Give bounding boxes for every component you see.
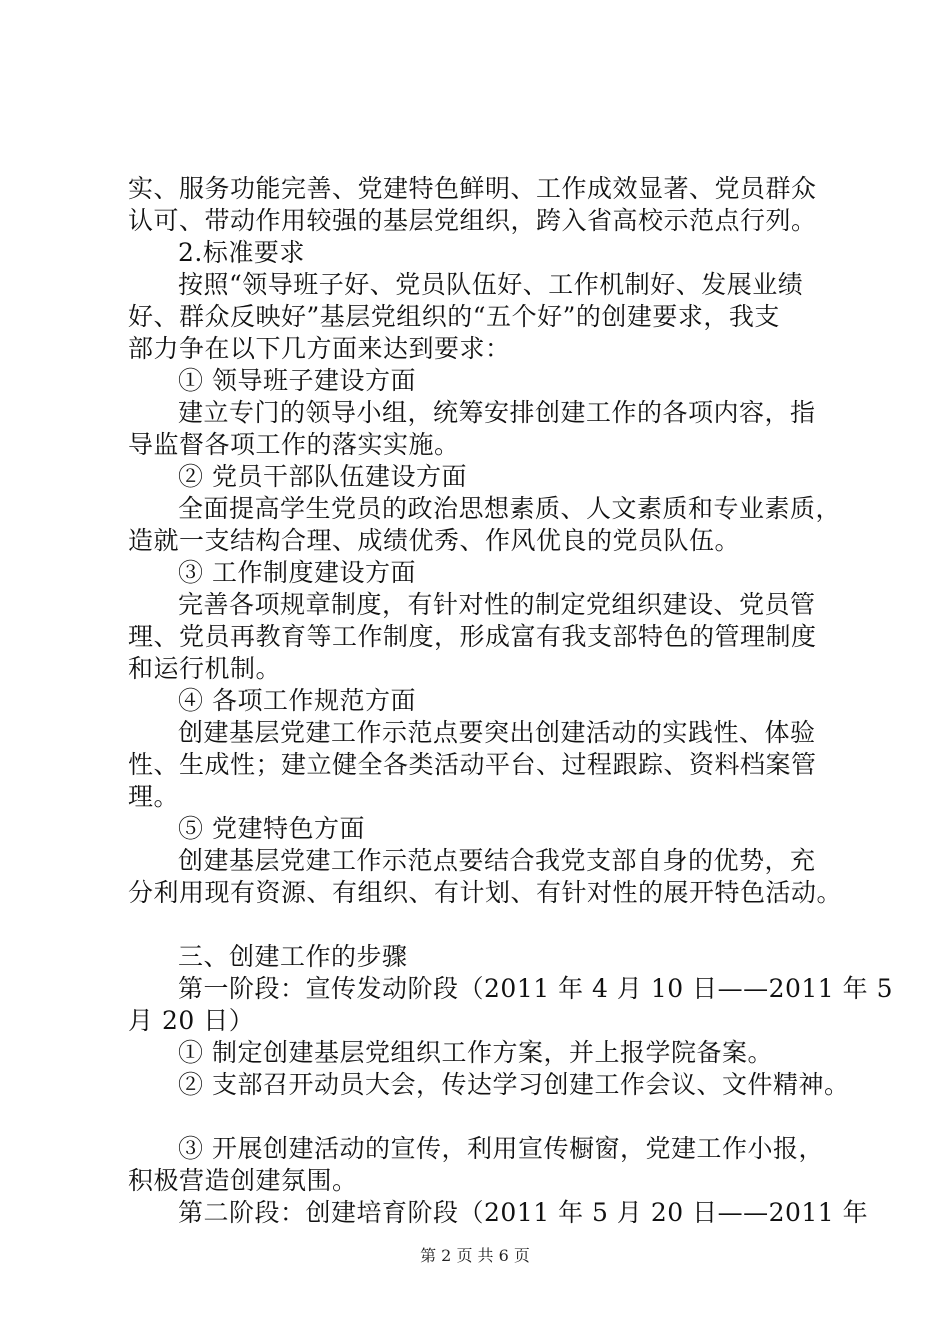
text-line: 第一阶段：宣传发动阶段（2011 年 4 月 10 日——2011 年 5 <box>178 974 893 1003</box>
text-line: 创建基层党建工作示范点要结合我党支部自身的优势，充 <box>178 846 816 875</box>
text-line: 认可、带动作用较强的基层党组织，跨入省高校示范点行列。 <box>128 206 817 235</box>
text-line: 理、党员再教育等工作制度，形成富有我支部特色的管理制度 <box>128 622 817 651</box>
list-item: ① 制定创建基层党组织工作方案，并上报学院备案。 <box>178 1038 773 1067</box>
subheading: ④ 各项工作规范方面 <box>178 686 416 715</box>
list-item: ② 支部召开动员大会，传达学习创建工作会议、文件精神。 <box>178 1070 850 1099</box>
subheading: ③ 工作制度建设方面 <box>178 558 416 587</box>
list-item: ③ 开展创建活动的宣传，利用宣传橱窗，党建工作小报， <box>178 1134 824 1163</box>
text-line: 好、群众反映好”基层党组织的“五个好”的创建要求，我支 <box>128 302 780 331</box>
text-line: 和运行机制。 <box>128 654 282 683</box>
text-line: 部力争在以下几方面来达到要求： <box>128 334 511 363</box>
text-line: 建立专门的领导小组，统筹安排创建工作的各项内容，指 <box>178 398 816 427</box>
section-heading: 2.标准要求 <box>178 238 305 267</box>
text-line: 造就一支结构合理、成绩优秀、作风优良的党员队伍。 <box>128 526 741 555</box>
text-line: 积极营造创建氛围。 <box>128 1166 358 1195</box>
subheading: ⑤ 党建特色方面 <box>178 814 365 843</box>
page-footer: 第 2 页 共 6 页 <box>420 1246 530 1265</box>
text-line: 分利用现有资源、有组织、有计划、有针对性的展开特色活动。 <box>128 878 843 907</box>
text-line: 导监督各项工作的落实实施。 <box>128 430 460 459</box>
text-line: 第二阶段：创建培育阶段（2011 年 5 月 20 日——2011 年 <box>178 1198 869 1227</box>
text-line: 完善各项规章制度，有针对性的制定党组织建设、党员管 <box>178 590 816 619</box>
text-line: 创建基层党建工作示范点要突出创建活动的实践性、体验 <box>178 718 816 747</box>
text-line: 性、生成性；建立健全各类活动平台、过程跟踪、资料档案管 <box>128 750 817 779</box>
text-line: 全面提高学生党员的政治思想素质、人文素质和专业素质， <box>178 494 842 523</box>
text-line: 按照“领导班子好、党员队伍好、工作机制好、发展业绩 <box>178 270 804 299</box>
text-line: 月 20 日） <box>128 1006 255 1035</box>
subheading: ① 领导班子建设方面 <box>178 366 416 395</box>
section-heading: 三、创建工作的步骤 <box>178 942 408 971</box>
subheading: ② 党员干部队伍建设方面 <box>178 462 467 491</box>
text-line: 实、服务功能完善、党建特色鲜明、工作成效显著、党员群众 <box>128 174 817 203</box>
text-line: 理。 <box>128 782 180 811</box>
